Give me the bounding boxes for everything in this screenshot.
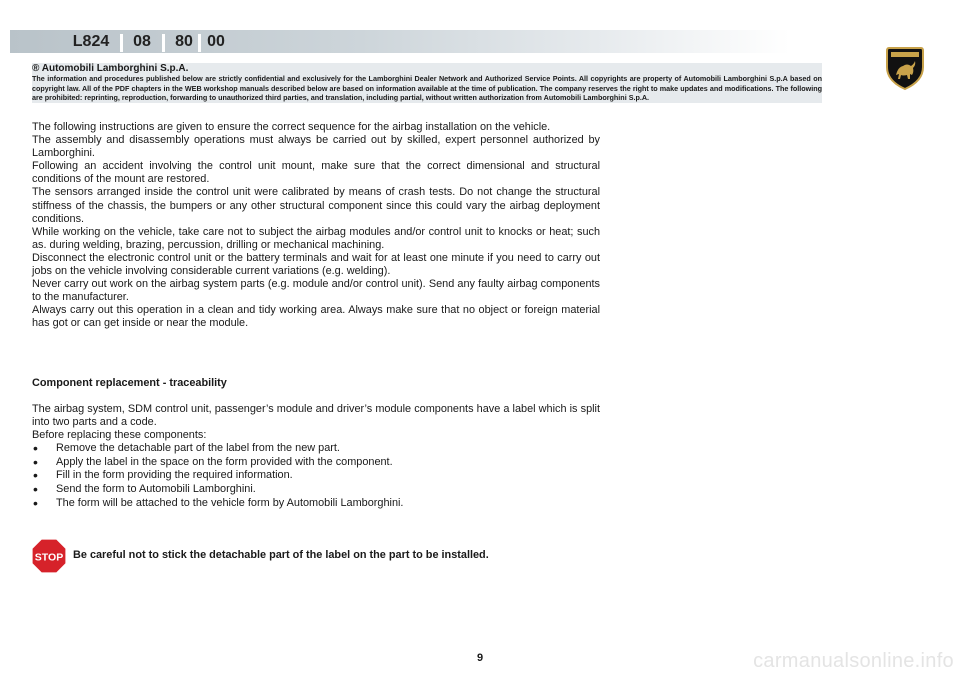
doc-code-model: L824 [72, 33, 110, 50]
instruction-paragraph: Always carry out this operation in a clean and tidy working area. Always make sure that no object or foreign material has got or can get inside or near the module. [32, 304, 600, 330]
stop-sign-icon [31, 538, 67, 574]
list-item-text: The form will be attached to the vehicle form by Automobili Lamborghini. [56, 496, 404, 509]
stop-sign-label: STOP [34, 551, 64, 564]
instruction-paragraph: Disconnect the electronic control unit or the battery terminals and wait for at least one minute if you need to carry out jobs on the vehicle involving considerable current variations (e.g. welding). [32, 251, 600, 278]
instruction-paragraph: The following instructions are given to ensure the correct sequence for the airbag installation on the vehicle. [32, 121, 551, 133]
section-before: Before replacing these components: [32, 429, 207, 442]
list-item-text: Fill in the form providing the required information. [56, 469, 293, 482]
airbag-instructions [32, 121, 600, 331]
section-title: Component replacement - traceability [32, 377, 227, 389]
instruction-paragraph: The sensors arranged inside the control unit were calibrated by means of crash tests. Do not change the structural stiffness of the chassis, the bumpers or any other structural component since this could vary the airbag deployment conditions. [32, 186, 600, 225]
list-item [32, 483, 600, 497]
list-item [32, 453, 600, 470]
bullet-icon: • [33, 440, 38, 457]
copyright-text: The information and procedures published below are strictly confidential and exclusively for the Lamborghini Dealer Network and Authorized Service Points. All copyrights are property of Automobili Lamborghini S.p.A based on copyright law. All of the PDF chapters in the WEB workshop manuals described below are based on information available at the time of publication. The company reserves the right to make updates and modifications. The following are prohibited: reprinting, reproduction, forwarding to unauthorized third parties, and translation, including partial, without written authorization from Automobili Lamborghini S.p.A. [32, 74, 822, 103]
bullet-icon: • [33, 481, 38, 498]
instruction-paragraph: While working on the vehicle, take care not to subject the airbag modules and/or control unit to knocks or heat; such as. during welding, brazing, percussion, drilling or mechanical machining. [32, 225, 600, 251]
doc-code-subgroup: 80 [175, 33, 193, 50]
list-item-text: Remove the detachable part of the label from the new part. [56, 442, 340, 455]
bullet-icon: • [33, 453, 38, 470]
instruction-paragraph: Following an accident involving the control unit mount, make sure that the correct dimensional and structural conditions of the mount are restored. [32, 160, 600, 186]
bullet-icon: • [33, 494, 38, 511]
list-item [32, 442, 600, 456]
copyright-notice [32, 63, 822, 103]
page-number: 9 [476, 652, 484, 664]
list-item [32, 494, 600, 511]
lamborghini-shield-bull-icon [885, 45, 925, 91]
instruction-paragraph: The assembly and disassembly operations must always be carried out by skilled, expert personnel authorized by Lamborghini. [32, 134, 600, 160]
instruction-paragraph: Never carry out work on the airbag system parts (e.g. module and/or control unit). Send any faulty airbag components to the manufacturer. [32, 278, 600, 304]
doc-code-section: 00 [207, 33, 225, 50]
traceability-section [32, 403, 600, 510]
watermark: carmanualsonline.info [753, 650, 954, 672]
copyright-title: ® Automobili Lamborghini S.p.A. [32, 63, 189, 74]
replacement-steps-list [32, 442, 600, 510]
doc-code-group: 08 [133, 33, 151, 50]
list-item [32, 469, 600, 483]
bullet-icon: • [33, 467, 38, 484]
list-item-text: Apply the label in the space on the form provided with the component. [56, 455, 393, 468]
warning-text: Be careful not to stick the detachable part of the label on the part to be installed. [73, 549, 489, 561]
header-bar [10, 30, 790, 53]
list-item-text: Send the form to Automobili Lamborghini. [56, 483, 256, 496]
section-intro: The airbag system, SDM control unit, passenger’s module and driver’s module components have a label which is split into two parts and a code. [32, 403, 600, 429]
